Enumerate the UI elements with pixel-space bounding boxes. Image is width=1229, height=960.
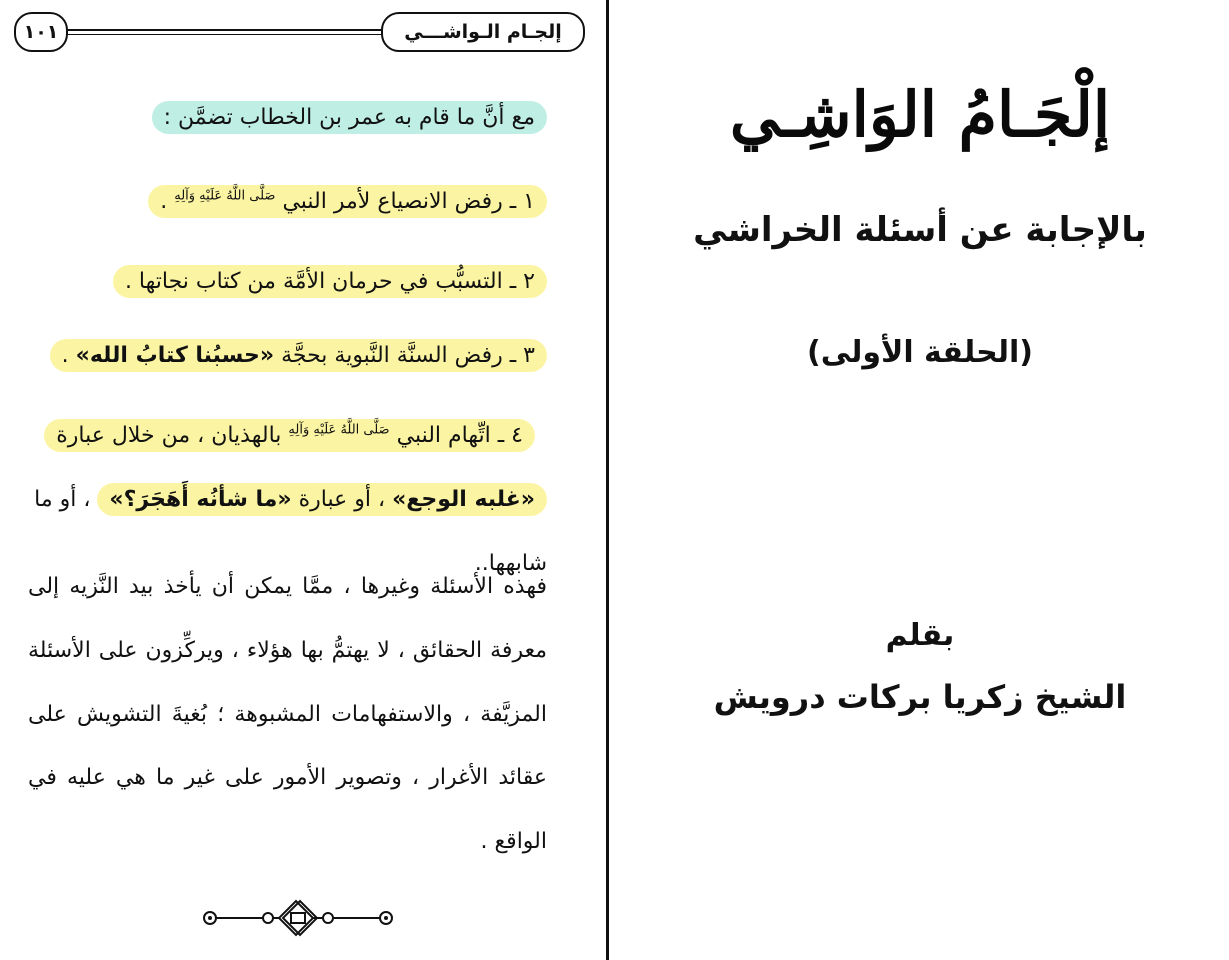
- intro-text: مع أنَّ ما قام به عمر بن الخطاب تضمَّن :: [152, 101, 547, 134]
- item-1-text: ١ ـ رفض الانصياع لأمر النبي: [282, 189, 535, 214]
- item-4-part3: ، أو عبارة: [291, 486, 393, 512]
- item-4-part1: ٤ ـ اتِّهام النبي: [389, 423, 523, 448]
- item-3-highlight: [50, 339, 547, 372]
- book-title: إلْجَـامُ الوَاشِـي: [729, 78, 1111, 151]
- page-divider: [606, 0, 609, 960]
- item-3-suffix: .: [61, 343, 76, 368]
- intro-line: [152, 100, 547, 135]
- item-4-quote-1: «غلبه الوجع»: [392, 486, 535, 512]
- by-label: بقلم: [885, 618, 955, 653]
- honorific-glyph: صَلَّى اللَّهُ عَلَيْهِ وَآلِهِ: [288, 422, 390, 438]
- item-4-highlight: [44, 419, 547, 516]
- author-name: الشيخ زكريا بركات درويش: [713, 678, 1127, 716]
- left-page: [0, 0, 607, 960]
- item-3: [50, 338, 547, 373]
- book-subtitle: بالإجابة عن أسئلة الخراشي: [693, 210, 1147, 250]
- item-1-highlight: [148, 185, 547, 218]
- item-4-part2: بالهذيان ، من خلال عبارة: [56, 423, 289, 448]
- item-3-text: ٣ ـ رفض السنَّة النَّبوية بحجَّة: [274, 343, 535, 368]
- item-1: [148, 184, 547, 219]
- item-4-quote-2: «ما شأنُه أَهَجَرَ؟»: [109, 486, 292, 512]
- item-4-part4: ، أو ما شابهها..: [34, 486, 547, 576]
- honorific-glyph: صَلَّى اللَّهُ عَلَيْهِ وَآلِهِ: [174, 188, 276, 204]
- right-page: [611, 0, 1229, 960]
- item-1-suffix: .: [160, 189, 175, 214]
- item-2: [113, 264, 547, 299]
- ornament-divider-icon: [198, 898, 398, 938]
- running-title: إلجـام الـواشـــي: [381, 12, 585, 52]
- episode-label: (الحلقة الأولى): [807, 335, 1033, 370]
- item-3-quote: «حسبُنا كتابُ الله»: [75, 343, 275, 368]
- item-2-text: ٢ ـ التسبُّب في حرمان الأمَّة من كتاب نجاتها .: [113, 265, 547, 298]
- page-number: ١٠١: [14, 12, 68, 52]
- body-paragraph: فهذه الأسئلة وغيرها ، ممَّا يمكن أن يأخذ بيد النَّزيه إلى معرفة الحقائق ، لا يهتمُّ بها هؤلاء ، ويركِّزون على الأسئلة المزيَّفة ، والاستفهامات المشبوهة ؛ بُغيةَ التشويش على عقائد الأغرار ، وتصوير الأمور على غير ما هي عليه في الواقع .: [28, 574, 547, 855]
